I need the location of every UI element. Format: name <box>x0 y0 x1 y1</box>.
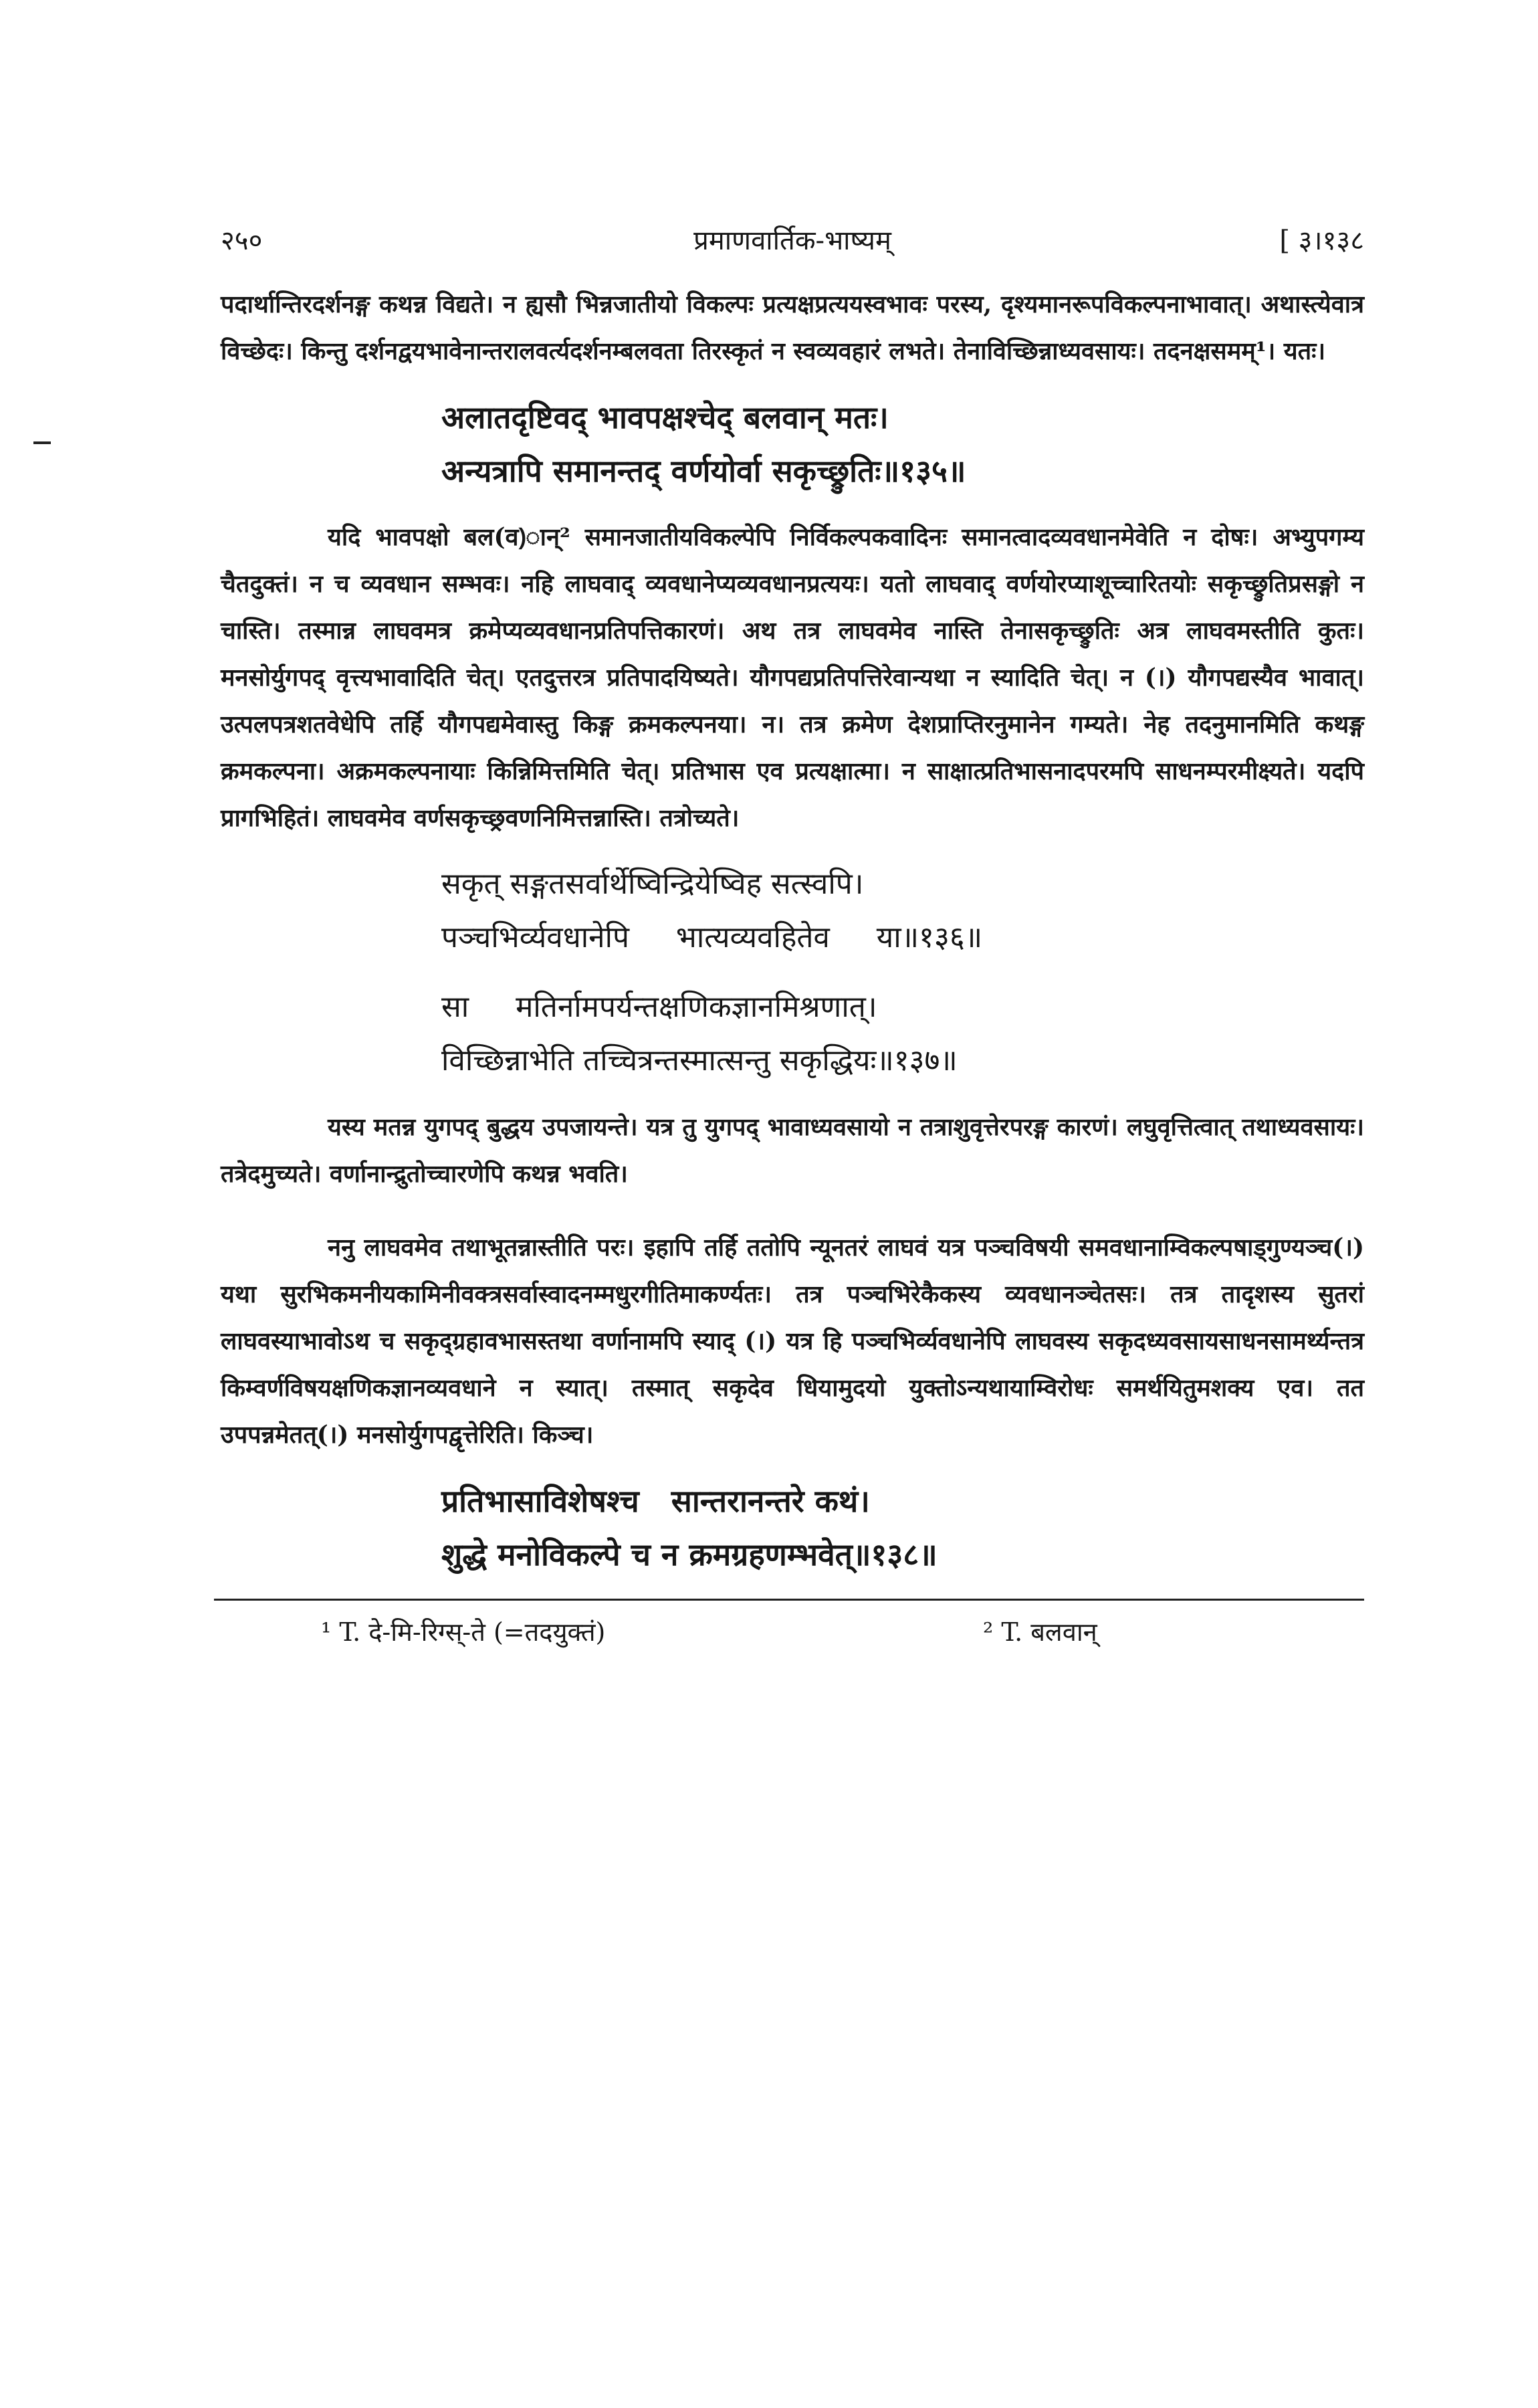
commentary-paragraph-3: यस्य मतन्न युगपद् बुद्धय उपजायन्ते। यत्र तु युगपद् भावाध्यवसायो न तत्राशुवृत्तेरपरङ्ग कारणं। लघुवृत्तित्वात् तथाध्यवसायः। तत्रेदमुच्यते। वर्णानान्द्रुतोच्चारणेपि कथन्न भवति। <box>221 1113 1364 1188</box>
verse-line: प्रतिभासाविशेषश्च सान्तरानन्तरे कथं। <box>441 1483 870 1519</box>
margin-mark <box>33 441 51 444</box>
footnotes <box>221 1614 1364 1661</box>
verse-line: पञ्चभिर्व्यवधानेपि भात्यव्यवहितेव या॥१३६॥ <box>441 920 983 955</box>
verse-reference: [ ३।१३८ <box>1279 225 1364 256</box>
footnote-1: ¹ T. दे-मि-रिग्स्-ते (=तदयुक्तं) <box>321 1617 606 1647</box>
verse-line: अन्यत्रापि समानन्तद् वर्णयोर्वा सकृच्छ्रुतिः॥१३५॥ <box>441 453 966 489</box>
running-title: प्रमाणवार्तिक-भाष्यम् <box>693 225 891 256</box>
page-number: २५० <box>221 225 263 256</box>
commentary-paragraph-4: ननु लाघवमेव तथाभूतन्नास्तीति परः। इहापि तर्हि ततोपि न्यूनतरं लाघवं यत्र पञ्चविषयी समवधानाम्विकल्पषाड्गुण्यञ्च(।) यथा सुरभिकमनीयकामिनीवक्त्रसर्वास्वादनम्मधुरगीतिमाकर्ण्यतः। तत्र पञ्चभिरेकैकस्य व्यवधानञ्चेतसः। तत्र तादृशस्य सुतरां लाघवस्याभावोऽथ च सकृद्ग्रहावभासस्तथा वर्णानामपि स्याद् (।) यत्र हि पञ्चभिर्व्यवधानेपि लाघवस्य सकृदध्यवसायसाधनसामर्थ्यन्तत्र किम्वर्णविषयक्षणिकज्ञानव्यवधाने न स्यात्। तस्मात् सकृदेव धियामुदयो युक्तोऽन्यथायाम्विरोधः समर्थयितुमशक्य एव। तत उपपन्नमेतत्(।) मनसोर्युगपद्वृत्तेरिति। किञ्च। <box>221 1233 1364 1449</box>
verse-137 <box>441 981 1364 1088</box>
verse-136 <box>441 858 1364 965</box>
verse-135 <box>441 391 1364 498</box>
verse-line: सा मतिर्नामपर्यन्तक्षणिकज्ञानमिश्रणात्। <box>441 990 877 1024</box>
verse-line: शुद्धे मनोविकल्पे च न क्रमग्रहणम्भवेत्॥१३८॥ <box>441 1536 938 1573</box>
verse-line: सकृत् सङ्गतसर्वार्थेष्विन्द्रियेष्विह सत्स्वपि। <box>441 867 864 901</box>
footnote-rule <box>214 1599 1364 1601</box>
commentary-paragraph-2: यदि भावपक्षो बल(व)ान्² समानजातीयविकल्पेपि निर्विकल्पकवादिनः समानत्वादव्यवधानमेवेति न दोषः। अभ्युपगम्य चैतदुक्तं। न च व्यवधान सम्भवः। नहि लाघवाद् व्यवधानेप्यव्यवधानप्रत्ययः। यतो लाघवाद् वर्णयोरप्याशूच्चारितयोः सकृच्छ्रुतिप्रसङ्गो न चास्ति। तस्मान्न लाघवमत्र क्रमेप्यव्यवधानप्रतिपत्तिकारणं। अथ तत्र लाघवमेव नास्ति तेनासकृच्छ्रुतिः अत्र लाघवमस्तीति कुतः। मनसोर्युगपद् वृत्त्यभावादिति चेत्। एतदुत्तरत्र प्रतिपादयिष्यते। यौगपद्यप्रतिपत्तिरेवान्यथा न स्यादिति चेत्। न (।) यौगपद्यस्यैव भावात्। उत्पलपत्रशतवेधेपि तर्हि यौगपद्यमेवास्तु किङ्ग क्रमकल्पनया। न। तत्र क्रमेण देशप्राप्तिरनुमानेन गम्यते। नेह तदनुमानमिति कथङ्ग क्रमकल्पना। अक्रमकल्पनायाः किन्निमित्तमिति चेत्। प्रतिभास एव प्रत्यक्षात्मा। न साक्षात्प्रतिभासनादपरमपि साधनम्परमीक्ष्यते। यदपि प्रागभिहितं। लाघवमेव वर्णसकृच्छ्रवणनिमित्तन्नास्ति। तत्रोच्यते। <box>221 523 1364 832</box>
paragraph-gap <box>221 1197 1364 1224</box>
verse-138 <box>441 1474 1364 1581</box>
commentary-paragraph-1: पदार्थान्तिरदर्शनङ्ग कथन्न विद्यते। न ह्यसौ भिन्नजातीयो विकल्पः प्रत्यक्षप्रत्ययस्वभावः परस्य, दृश्यमानरूपविकल्पनाभावात्। अथास्त्येवात्र विच्छेदः। किन्तु दर्शनद्वयभावेनान्तरालवर्त्यदर्शनम्बलवता तिरस्कृतं न स्वव्यवहारं लभते। तेनाविच्छिन्नाध्यवसायः। तदनक्षसमम्¹। यतः। <box>221 290 1364 365</box>
verse-line: विच्छिन्नाभेति तच्चित्रन्तस्मात्सन्तु सकृद्धियः॥१३७॥ <box>441 1043 958 1078</box>
verse-line: अलातदृष्टिवद् भावपक्षश्चेद् बलवान् मतः। <box>441 399 889 435</box>
running-header <box>221 221 1364 281</box>
footnote-2: ² T. बलवान् <box>983 1617 1097 1647</box>
